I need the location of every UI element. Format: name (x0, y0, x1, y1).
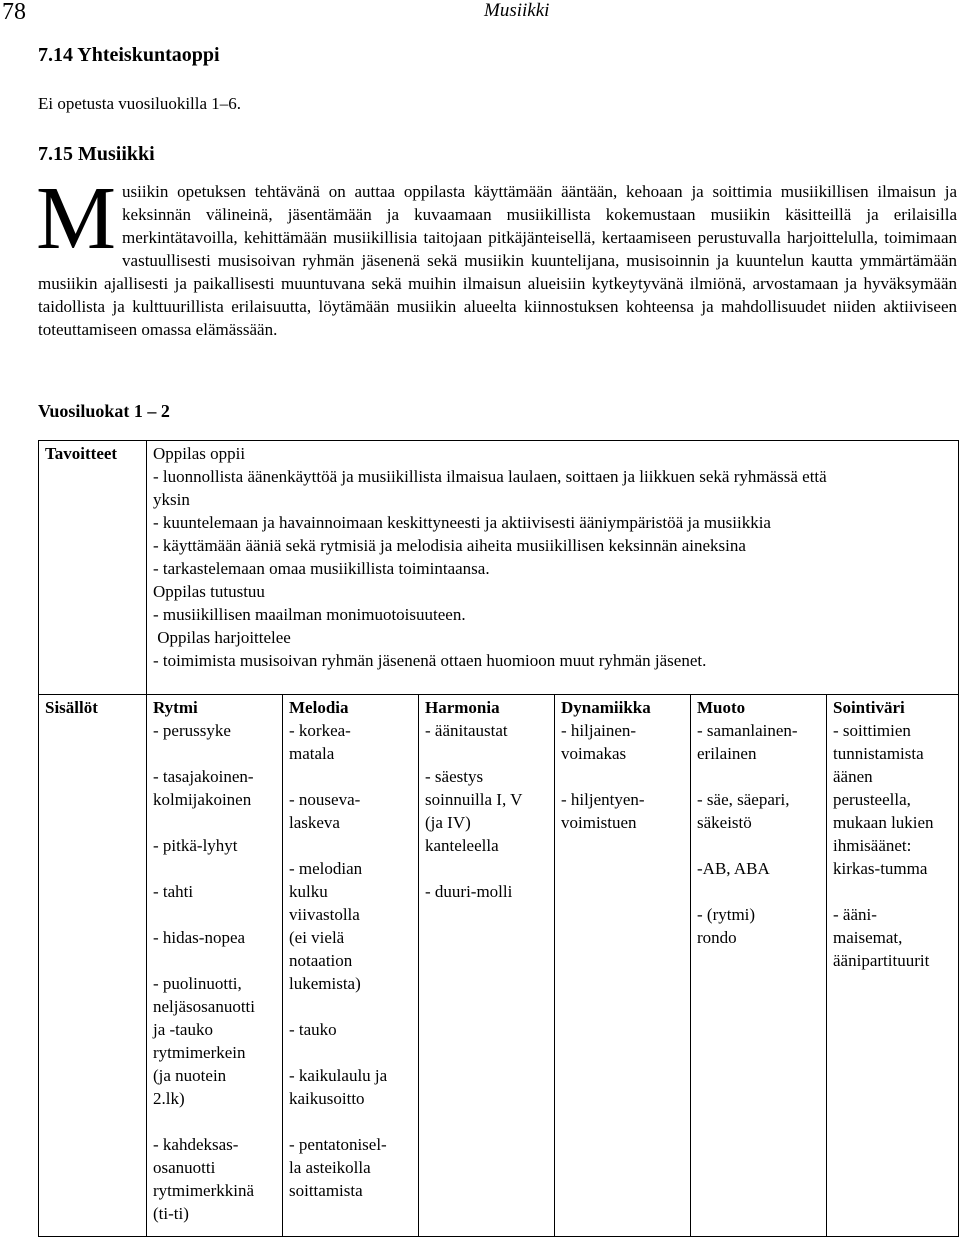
content-line: soittamista (289, 1181, 363, 1200)
goals-line: Oppilas harjoittelee (153, 628, 291, 647)
goals-line: Oppilas oppii (153, 444, 246, 463)
content-line: - korkea- (289, 721, 351, 740)
content-line: kaikusoitto (289, 1089, 365, 1108)
content-line: - (rytmi) (697, 905, 756, 924)
intro-paragraph (36, 169, 957, 341)
content-line: - äänitaustat (425, 721, 508, 740)
content-line (289, 995, 418, 1018)
content-line: - hidas-nopea (153, 928, 246, 947)
content-line (153, 857, 282, 880)
content-line: - tauko (289, 1020, 337, 1039)
content-line: notaation (289, 951, 353, 970)
goals-line: - musiikillisen maailman monimuotoisuuteen. (153, 605, 466, 624)
content-line: - hiljainen- (561, 721, 637, 740)
content-line: - samanlainen- (697, 721, 798, 740)
contents-column-melodia (283, 695, 419, 1237)
page-number: 78 (2, 0, 26, 25)
column-header: Rytmi (153, 698, 198, 717)
content-line: - perussyke (153, 721, 231, 740)
content-line: ja -tauko (153, 1020, 213, 1039)
section-title-yhteiskuntaoppi: 7.14 Yhteiskuntaoppi (38, 44, 220, 66)
content-line: - säe, säepari, (697, 790, 790, 809)
goals-line: - luonnollista äänenkäyttöä ja musiikillista ilmaisua laulaen, soittaen ja liikkuen sekä ryhmässä että (153, 467, 827, 486)
section-title-musiikki: 7.15 Musiikki (38, 143, 155, 165)
content-line: - tahti (153, 882, 194, 901)
content-line (153, 811, 282, 834)
column-header: Dynamiikka (561, 698, 651, 717)
content-line: osanuotti (153, 1158, 216, 1177)
goals-line: - käyttämään ääniä sekä rytmisiä ja melodisia aiheita musiikillisen keksinnän aineksina (153, 536, 746, 555)
content-line: 2.lk) (153, 1089, 185, 1108)
content-line: voimistuen (561, 813, 637, 832)
content-line: rytmimerkkinä (153, 1181, 255, 1200)
content-line (425, 742, 554, 765)
content-line: erilainen (697, 744, 757, 763)
content-line (697, 765, 826, 788)
content-line (153, 742, 282, 765)
content-line: (ei vielä (289, 928, 345, 947)
content-line: - pentatonisel- (289, 1135, 387, 1154)
content-line (697, 880, 826, 903)
content-line: äänipartituurit (833, 951, 930, 970)
column-header: Melodia (289, 698, 349, 717)
content-line: (ja nuotein (153, 1066, 227, 1085)
goals-line: - kuuntelemaan ja havainnoimaan keskittyneesti ja aktiivisesti ääniympäristöä ja musiikkia (153, 513, 771, 532)
content-line: la asteikolla (289, 1158, 371, 1177)
content-line: neljäsosanuotti (153, 997, 255, 1016)
content-line (289, 765, 418, 788)
content-line: kirkas-tumma (833, 859, 928, 878)
goals-line: - tarkastelemaan omaa musiikillista toimintaansa. (153, 559, 490, 578)
content-line: kolmijakoinen (153, 790, 252, 809)
content-line: ihmisäänet: (833, 836, 912, 855)
content-line (153, 1110, 282, 1133)
content-line: äänen (833, 767, 873, 786)
column-header: Harmonia (425, 698, 500, 717)
content-line (289, 834, 418, 857)
contents-column-harmonia (419, 695, 555, 1237)
column-header: Muoto (697, 698, 746, 717)
curriculum-table (38, 440, 959, 1237)
content-line: - hiljentyen- (561, 790, 645, 809)
content-line: mukaan lukien (833, 813, 934, 832)
content-line: perusteella, (833, 790, 911, 809)
content-line: kanteleella (425, 836, 499, 855)
contents-column-dynamiikka (555, 695, 691, 1237)
contents-column-sointivari (827, 695, 959, 1237)
running-header: Musiikki (484, 0, 550, 21)
content-line: maisemat, (833, 928, 903, 947)
content-line: - pitkä-lyhyt (153, 836, 238, 855)
content-line (153, 949, 282, 972)
content-line: - duuri-molli (425, 882, 513, 901)
content-line: säkeistö (697, 813, 752, 832)
content-line (153, 903, 282, 926)
contents-column-muoto (691, 695, 827, 1237)
content-line: matala (289, 744, 335, 763)
content-line: - tasajakoinen- (153, 767, 254, 786)
content-line (289, 1041, 418, 1064)
content-line: - soittimien (833, 721, 911, 740)
content-line: -AB, ABA (697, 859, 770, 878)
drop-cap: M (36, 169, 117, 268)
content-line: - puolinuotti, (153, 974, 242, 993)
contents-label: Sisällöt (39, 695, 147, 1237)
content-line (697, 834, 826, 857)
content-line: rytmimerkein (153, 1043, 246, 1062)
goals-label: Tavoitteet (39, 441, 147, 695)
column-header: Sointiväri (833, 698, 905, 717)
content-line: - säestys (425, 767, 484, 786)
goals-line: yksin (153, 490, 190, 509)
content-line: soinnuilla I, V (425, 790, 523, 809)
goals-row (39, 441, 959, 695)
content-line: rondo (697, 928, 737, 947)
content-line: laskeva (289, 813, 340, 832)
content-line (561, 765, 690, 788)
content-line (289, 1110, 418, 1133)
content-line: kulku (289, 882, 328, 901)
content-line (833, 880, 958, 903)
content-line (425, 857, 554, 880)
content-line: - nouseva- (289, 790, 361, 809)
content-line: - melodian (289, 859, 363, 878)
grade-heading: Vuosiluokat 1 – 2 (38, 401, 170, 421)
intro-text: usiikin opetuksen tehtävänä on auttaa oppilasta käyttämään ääntään, kehoaan ja soittimia musiikillisen ilmaisun ja keksinnän välineinä, jäsentämään ja kuvaamaan musiikillista kokemustaan musiikin käsitteillä ja erilaisilla merkintätavoilla, kehittämään musiikillisia taitojaan pitkäjänteisellä, kertaamiseen perustuvalla harjoittelulla, toimimaan vastuullisesti musisoivan ryhmän jäsenenä sekä musiikin kuuntelijana, musisoinnin ja kuuntelun kautta ymmärtämään musiikin ajallisesti ja paikallisesti muuntuvana sekä muihin ilmaisun alueisiin kytkeytyvänä ilmiönä, arvostamaan ja hyväksymään taidollista ja kulttuurillista erilaisuutta, löytämään musiikin alueelta kiinnostuksen kohteensa ja mahdollisuudet niiden aktiiviseen toteuttamiseen omassa elämässään. (38, 182, 957, 339)
contents-column-rytmi (147, 695, 283, 1237)
content-line: voimakas (561, 744, 627, 763)
goals-line: - toimimista musisoivan ryhmän jäsenenä ottaen huomioon muut ryhmän jäsenet. (153, 651, 707, 670)
goals-line: Oppilas tutustuu (153, 582, 265, 601)
content-line: lukemista) (289, 974, 361, 993)
content-line: (ja IV) (425, 813, 471, 832)
content-line: - ääni- (833, 905, 877, 924)
contents-row (39, 695, 959, 1237)
section-note: Ei opetusta vuosiluokilla 1–6. (38, 94, 242, 113)
content-line: - kahdeksas- (153, 1135, 239, 1154)
goals-cell (147, 441, 959, 695)
content-line: (ti-ti) (153, 1204, 189, 1223)
content-line: viivastolla (289, 905, 360, 924)
content-line: tunnistamista (833, 744, 924, 763)
content-line: - kaikulaulu ja (289, 1066, 388, 1085)
